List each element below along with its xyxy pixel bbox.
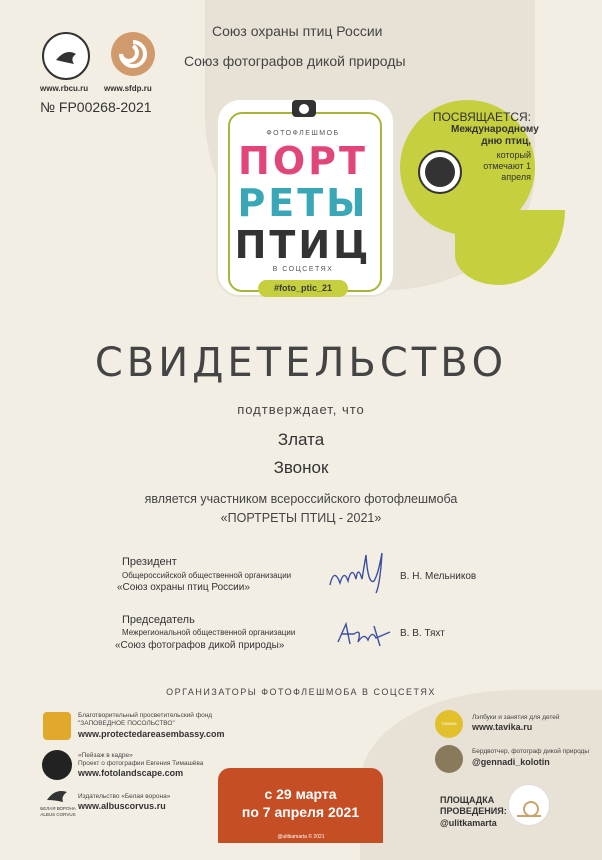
org-right-2-url[interactable]: @gennadi_kolotin [472,757,550,767]
crow-logo-icon [45,786,69,806]
organizers-heading: ОРГАНИЗАТОРЫ ФОТОФЛЕШМОБА В СОЦСЕТЯХ [166,687,436,697]
org-left-2-desc2: Проект о фотографии Евгения Тимашёва [78,760,204,767]
org-left-1-desc1: Благотворительный просветительский фонд [78,712,213,719]
signature-1-name: В. Н. Мельников [400,571,477,582]
spiral-icon [111,32,155,76]
signature-2-org-type: Межрегиональной общественной организации [122,628,296,637]
signature-2-name: В. В. Тяхт [400,628,445,639]
embassy-logo [43,712,71,740]
signature-2-role: Председатель [122,614,195,626]
venue-url[interactable]: @ulitkamarta [440,818,497,828]
signature-1-role: Президент [122,556,177,568]
org-left-3-desc1: Издательство «Белая ворона» [78,793,171,800]
org-left-3-url[interactable]: www.albuscorvus.ru [78,801,166,811]
sfdp-logo [111,32,155,76]
certificate-title: СВИДЕТЕЛЬСТВО [94,340,508,386]
org-right-2-desc1: Бердвотчер, фотограф дикой природы [472,748,589,755]
fotolandscape-avatar [42,750,72,780]
rbcu-url[interactable]: www.rbcu.ru [40,84,89,93]
signature-1-image [322,545,392,597]
dates-box [218,768,383,843]
org-left-2-url[interactable]: www.fotolandscape.com [78,768,184,778]
logo-bottom-text: В СОЦСЕТЯХ [272,266,334,273]
org-right-1-url[interactable]: www.tavika.ru [472,722,533,732]
signature-2-image [334,618,394,652]
date-line-1: с 29 марта [264,786,337,802]
org2-name: Союз фотографов дикой природы [184,53,406,69]
sfdp-url[interactable]: www.sfdp.ru [104,84,152,93]
logo-top-text: ФОТОФЛЕШМОБ [266,130,340,137]
org-left-1-desc2: "ЗАПОВЕДНОЕ ПОСОЛЬСТВО" [78,720,175,727]
logo-word-1: ПОРТ [238,139,368,183]
snail-logo [508,784,550,826]
dedication-rest: который отмечают 1 апреля [483,150,531,182]
signature-2-org: «Союз фотографов дикой природы» [115,640,285,651]
certificate-number: № FP00268-2021 [40,99,152,115]
hashtag-badge[interactable]: #foto_ptic_21 [258,280,348,297]
crow-logo-text: БЕЛАЯ ВОРОНА ALBUS CORVUS [40,806,76,817]
event-name: «ПОРТРЕТЫ ПТИЦ - 2021» [220,511,382,525]
dedication-bold: Международному дню птиц, [451,124,539,147]
bird-emblem-icon [44,34,88,78]
venue-label: ПЛОЩАДКА ПРОВЕДЕНИЯ: [440,795,507,816]
org-left-1-url[interactable]: www.protectedareasembassy.com [78,729,225,739]
copyright: @ulitkamarta © 2021 [277,834,325,840]
confirms-text: подтверждает, что [237,402,365,417]
participant-statement: является участником всероссийского фотофлешмоба [144,492,458,506]
dedication-heading: ПОСВЯЩАЕТСЯ: [432,110,531,124]
org-right-1-desc1: Лэпбуки и занятия для детей [472,714,560,721]
logo-word-3: ПТИЦ [234,223,372,267]
signature-1-org: «Союз охраны птиц России» [117,582,250,593]
org-left-2-desc1: «Пейзаж в кадре» [78,752,133,759]
snail-icon [509,785,549,825]
participant-last-name: Звонок [273,458,329,477]
tavika-logo: ТАВИКА [435,710,463,738]
logo-word-2: РЕТЫ [237,181,369,225]
rbcu-logo [42,32,90,80]
participant-first-name: Злата [277,430,325,449]
signature-1-org-type: Общероссийской общественной организации [122,571,292,580]
camera-icon [292,100,316,117]
org1-name: Союз охраны птиц России [212,23,383,39]
bird-badge-icon [418,150,462,194]
date-line-2: по 7 апреля 2021 [241,804,360,820]
kolotin-avatar [435,745,463,773]
